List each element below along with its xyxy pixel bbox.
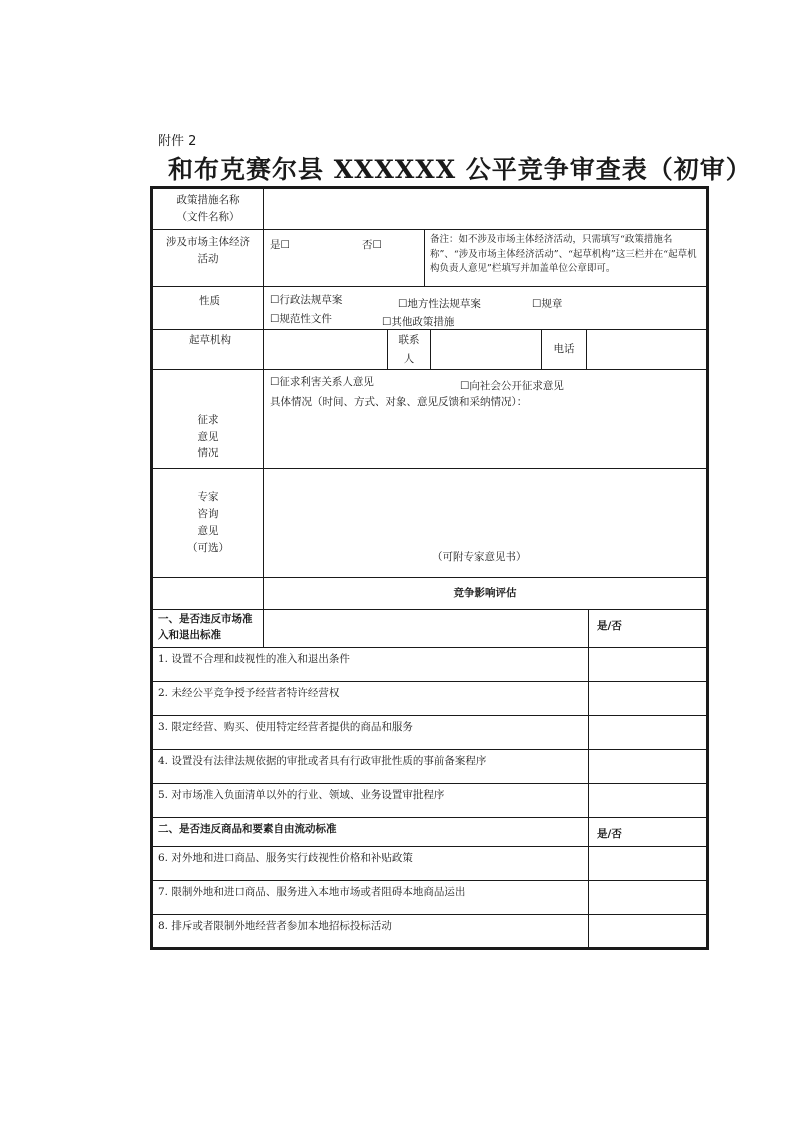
section1-answer-1[interactable] [588, 647, 707, 682]
nature-options [263, 286, 707, 330]
section2-yesno-header [588, 817, 707, 847]
section2-item-7: 7. 限制外地和进口商品、服务进入本地市场或者阻碍本地商品运出 [152, 880, 589, 915]
section2-item-8: 8. 排斥或者限制外地经营者参加本地招标投标活动 [152, 914, 589, 948]
phone-field[interactable] [586, 329, 707, 370]
contact-person-label [387, 329, 431, 370]
section1-item-2: 2. 未经公平竞争授予经营者特许经营权 [152, 681, 589, 716]
expert-label-line2: 咨询 [197, 508, 219, 521]
section1-item-1: 1. 设置不合理和歧视性的准入和退出条件 [152, 647, 589, 682]
section1-item-5: 5. 对市场准入负面清单以外的行业、领域、业务设置审批程序 [152, 783, 589, 818]
market-activity-label [152, 229, 264, 287]
section1-item-3: 3. 限定经营、购买、使用特定经营者提供的商品和服务 [152, 715, 589, 750]
drafting-org-label [152, 329, 264, 370]
expert-opinion-note: （可附专家意见书） [432, 551, 527, 563]
section2-yesno-label: 是/否 [597, 828, 622, 840]
nature-option-admin-regulation[interactable]: ☐行政法规草案 [270, 294, 343, 306]
nature-option-local-regulation[interactable]: ☐地方性法规草案 [398, 298, 481, 310]
phone-label [541, 329, 587, 370]
nature-label-text: 性质 [199, 295, 220, 307]
market-activity-label-line1: 涉及市场主体经济 [166, 236, 250, 248]
evaluation-header-text: 竞争影响评估 [453, 587, 517, 600]
policy-name-field[interactable] [263, 188, 707, 230]
consult-public-checkbox[interactable]: ☐向社会公开征求意见 [460, 380, 564, 392]
drafting-org-field[interactable] [263, 329, 388, 370]
phone-label-text: 电话 [553, 343, 575, 356]
policy-name-label-line2: （文件名称） [176, 211, 240, 223]
consultation-label-line2: 意见 [197, 430, 219, 443]
section1-title-blank [263, 609, 589, 648]
contact-person-field[interactable] [430, 329, 542, 370]
consult-stakeholders-checkbox[interactable]: ☐征求利害关系人意见 [270, 376, 374, 388]
evaluation-header [263, 577, 707, 610]
nature-label [152, 286, 264, 330]
form-title: 和布克赛尔县 XXXXXX 公平竞争审查表（初审） [168, 155, 752, 184]
market-activity-label-line2: 活动 [197, 252, 219, 265]
consultation-label-line1: 征求 [197, 413, 219, 426]
consultation-content [263, 369, 707, 469]
section2-title: 二、是否违反商品和要素自由流动标准 [152, 817, 589, 847]
policy-name-label [152, 188, 264, 230]
policy-name-label-line1: 政策措施名称 [176, 194, 240, 207]
expert-label-line1: 专家 [197, 491, 219, 504]
section1-yesno-header [588, 609, 707, 648]
review-form-table [150, 186, 709, 950]
section1-answer-3[interactable] [588, 715, 707, 750]
attachment-label: 附件 2 [158, 134, 197, 149]
market-activity-no-checkbox[interactable]: 否☐ [362, 239, 382, 251]
contact-person-label-text: 联系人 [398, 333, 420, 365]
market-activity-note: 备注：如不涉及市场主体经济活动，只需填写“政策措施名称”、“涉及市场主体经济活动”、“起草机构”这三栏并在“起草机构负责人意见”栏填写并加盖单位公章即可。 [424, 229, 707, 287]
section1-item-4: 4. 设置没有法律法规依据的审批或者具有行政审批性质的事前备案程序 [152, 749, 589, 784]
section2-item-6: 6. 对外地和进口商品、服务实行歧视性价格和补贴政策 [152, 846, 589, 881]
consultation-label-line3: 情况 [197, 447, 219, 460]
drafting-org-label-text: 起草机构 [189, 334, 231, 346]
market-activity-choice [263, 229, 425, 287]
expert-opinion-field[interactable] [263, 468, 707, 578]
section1-yesno-label: 是/否 [597, 620, 622, 632]
nature-option-normative-doc[interactable]: ☐规范性文件 [270, 313, 332, 325]
nature-option-other-measures[interactable]: ☐其他政策措施 [382, 316, 455, 328]
expert-label-line3: 意见 [197, 525, 219, 537]
market-activity-yes-checkbox[interactable]: 是☐ [270, 239, 290, 251]
section2-answer-6[interactable] [588, 846, 707, 881]
nature-option-rules[interactable]: ☐规章 [532, 298, 563, 310]
section1-title: 一、是否违反市场准入和退出标准 [152, 609, 264, 648]
section1-answer-5[interactable] [588, 783, 707, 818]
section2-answer-8[interactable] [588, 914, 707, 948]
section1-answer-2[interactable] [588, 681, 707, 716]
section2-answer-7[interactable] [588, 880, 707, 915]
expert-opinion-label [152, 468, 264, 578]
evaluation-blank-cell [152, 577, 264, 610]
consultation-label [152, 369, 264, 469]
section1-answer-4[interactable] [588, 749, 707, 784]
consultation-details-label: 具体情况（时间、方式、对象、意见反馈和采纳情况）： [270, 396, 528, 408]
expert-label-line4: （可选） [187, 541, 229, 554]
